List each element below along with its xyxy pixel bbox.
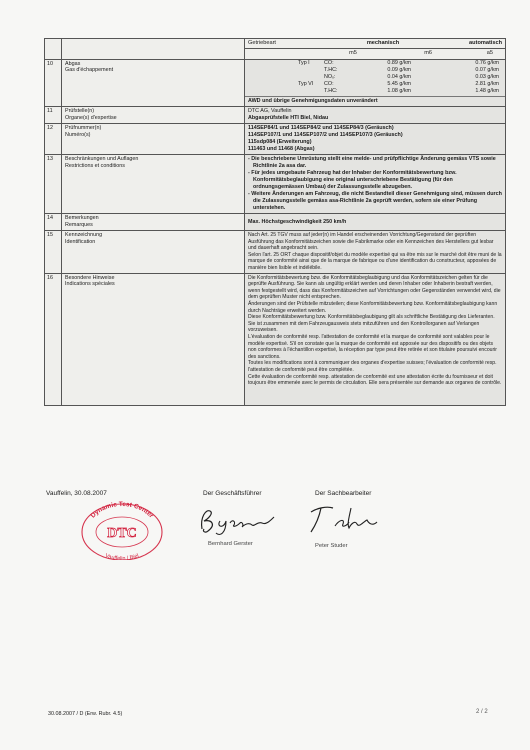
label-de: Abgas xyxy=(65,60,81,67)
label-de: Kennzeichnung xyxy=(65,231,103,238)
table-row-13 xyxy=(45,154,505,213)
row-label xyxy=(62,274,245,405)
row-label xyxy=(62,155,245,213)
header-value-cell xyxy=(245,39,505,59)
place-date: Vauffelin, 30.08.2007 xyxy=(46,490,107,497)
restrictions-value xyxy=(245,155,505,213)
special-notes-value xyxy=(245,274,505,405)
emission-mech-value: 0.09 g/km xyxy=(387,66,411,73)
stamp-logo-letters: DTC xyxy=(107,526,137,541)
title-managing-director: Der Geschäftsführer xyxy=(203,490,262,497)
remarks-value xyxy=(245,214,505,230)
restriction-item: - Weitere Änderungen am Fahrzeug, die nicht Bestandteil dieser Genehmigung sind, müssen durch die Zulassungsstelle gemäss asa-Richtlinie 2a geprüft werden, sofern sie einer Prüfung unterstehen. xyxy=(248,191,502,212)
a5-label: a5 xyxy=(486,50,493,57)
table-row-15 xyxy=(45,230,505,273)
table-row-11 xyxy=(45,106,505,123)
emission-auto-value: 2.81 g/km xyxy=(475,80,499,87)
row-label xyxy=(62,231,245,273)
stamp-text-bottom: Vauffelin / Biel xyxy=(104,552,140,560)
max-speed-text: Max. Höchstgeschwindigkeit 250 km/h xyxy=(248,218,347,225)
approval-table xyxy=(44,38,506,406)
test-number-line: 115sdp084 (Erweiterung) xyxy=(248,139,312,146)
special-note-paragraph: Diese Konformitätsbewertung bzw. Konformitätsbeglaubigung gilt als schriftliche Bestätigung des Lieferanten. Sie ist zusammen mit dem Fahrzeugausweis stets mitzuführen und den Kontrollorganen auf Verlangen vorzuweisen. xyxy=(248,314,495,334)
emission-auto-value: 1.48 g/km xyxy=(475,88,499,95)
row-label xyxy=(62,214,245,230)
test-number-line: 111463 und 11468 (Abgas) xyxy=(248,146,315,153)
mechanisch-label: mechanisch xyxy=(366,40,400,46)
label-fr: Gas d'échappement xyxy=(65,67,114,74)
special-note-paragraph: L'évaluation de conformité resp. l'attestation de conformité et la marque de conformité sont valables pour le modèle expertisé. S'il on constate que la marque de conformité est apposée sur des dispositifs ou des objets non conformes à l'échantillon expertisé, la réception par type peut être retirée et son titulaire poursuivi encourir des sanctions. xyxy=(248,334,498,360)
table-row-12 xyxy=(45,123,505,154)
special-note-paragraph: Cette évaluation de conformité resp. attestation de conformité est une attestation écrite du fournisseur et doit toujours être emmenée avec le permis de circulation. Elle sera présentée sur demande aux organes de contrôle. xyxy=(248,373,502,387)
label-fr: Restrictions et conditions xyxy=(65,163,125,170)
name-gerster: Bernhard Gerster xyxy=(208,541,253,547)
signature-studer xyxy=(305,500,395,540)
row-number: 15 xyxy=(45,231,62,273)
emissions-values xyxy=(245,60,505,107)
test-number-line: 114SEP107/1 und 114SEP107/2 und 114SEP107/3 (Geräusch) xyxy=(248,132,403,139)
m6-label: m6 xyxy=(424,50,432,57)
emission-pollutant: T.HC: xyxy=(324,88,338,95)
table-row-14 xyxy=(45,213,505,230)
testing-body-2: Abgasprüfstelle HTI Biel, Nidau xyxy=(248,115,329,122)
test-numbers-value xyxy=(245,124,505,154)
row-label xyxy=(62,107,245,123)
label-fr: Organe(s) d'expertise xyxy=(65,114,117,121)
special-note-paragraph: Änderungen sind der Prüfstelle mitzuteilen; diese Konformitätsbewertung bzw. Konformitätsbeglaubigung kann durch Nachträge erweitert werden. xyxy=(248,300,498,314)
stamp-text-top: Dynamic Test Center xyxy=(89,500,155,520)
label-fr: Numéro(s) xyxy=(65,131,91,138)
table-row-10 xyxy=(45,59,505,107)
document-reference: 30.08.2007 / D (Erw. Rubr. 4.5) xyxy=(48,711,123,717)
header-label-cell xyxy=(62,39,245,59)
emission-type: Typ I xyxy=(298,59,310,66)
table-header-row xyxy=(45,39,505,59)
header-num-cell xyxy=(45,39,62,59)
dtc-stamp-logo xyxy=(72,500,172,560)
identification-de: Nach Art. 25 TGV muss auf jeder(n) im Handel erscheinenden Vorrichtung/Gegenstand der geprüften Ausführung das Konformitätszeichen sowie die Fabrikmarke oder ein Kennzeichen des Herstellers gut lesbar und dauerhaft angebracht sein. xyxy=(248,231,494,252)
emission-type xyxy=(298,67,324,74)
row-number: 12 xyxy=(45,124,62,154)
table-row-16 xyxy=(45,273,505,405)
emission-pollutant: CO: xyxy=(324,59,334,66)
automatisch-label: automatisch xyxy=(469,40,502,46)
label-fr: Identification xyxy=(65,238,96,245)
emission-type xyxy=(298,74,324,81)
emission-auto-value: 0.07 g/km xyxy=(475,66,499,73)
label-fr: Indications spéciales xyxy=(65,281,115,288)
row-number: 13 xyxy=(45,155,62,213)
label-de: Prüfstelle(n) xyxy=(65,108,95,115)
gear-codes-line xyxy=(245,49,505,58)
row-label xyxy=(62,124,245,154)
awd-note: AWD und übrige Genehmigungsdaten unverändert xyxy=(248,98,378,105)
label-de: Prüfnummer(n) xyxy=(65,125,102,132)
emission-type: Typ VI xyxy=(298,80,314,87)
test-number-line: 114SEP84/1 und 114SEP84/2 und 114SEP84/3 (Geräusch) xyxy=(248,125,394,132)
emission-mech-value: 0.04 g/km xyxy=(387,73,411,80)
emission-auto-value: 0.03 g/km xyxy=(475,73,499,80)
emission-pollutant: NOₓ: xyxy=(324,73,336,80)
testing-body-1: DTC AG, Vauffelin xyxy=(248,108,292,115)
emission-auto-value: 0.76 g/km xyxy=(475,59,499,66)
signature-gerster xyxy=(196,503,286,539)
label-de: Besondere Hinweise xyxy=(65,274,115,281)
name-studer: Peter Studer xyxy=(315,543,348,549)
label-de: Bemerkungen xyxy=(65,215,99,222)
testing-bodies-value xyxy=(245,107,505,123)
getriebeart-line xyxy=(245,39,505,49)
label-de: Beschränkungen und Auflagen xyxy=(65,156,139,163)
emission-pollutant: T.HC: xyxy=(324,66,338,73)
row-number: 16 xyxy=(45,274,62,405)
restriction-item: - Für jedes umgebaute Fahrzeug hat der Inhaber der Konformitätsbewertung bzw. Konformitätsbeglaubigung eine original unterschriebene Bestätigung (für den ordnungsgemässen Umbau) der Zulassungsstelle abzugeben. xyxy=(248,170,457,191)
emission-mech-value: 1.08 g/km xyxy=(387,88,411,95)
special-note-paragraph: Die Konformitätsbewertung bzw. die Konformitätsbeglaubigung und das Konformitätszeichen gelten für die geprüfte Ausführung. Sie kann als ungültig erklärt werden und deren Inhaber oder Inhaberin bestraft werden, wenn festgestellt wird, dass das Konformitätszeichen auf Vorrichtungen oder Gegenständen verwendet wird, die dem geprüften Muster nicht entsprechen. xyxy=(248,274,501,301)
m5-label: m5 xyxy=(349,50,357,57)
row-number: 11 xyxy=(45,107,62,123)
row-number: 10 xyxy=(45,60,62,107)
emission-pollutant: CO: xyxy=(324,80,334,87)
page-number: 2 / 2 xyxy=(476,709,488,715)
row-number: 14 xyxy=(45,214,62,230)
emission-mech-value: 0.89 g/km xyxy=(387,59,411,66)
label-fr: Remarques xyxy=(65,222,93,229)
title-clerk: Der Sachbearbeiter xyxy=(315,490,372,497)
emissions-grid xyxy=(248,60,502,96)
identification-value xyxy=(245,231,505,273)
svg-text:Vauffelin / Biel xyxy=(104,553,140,560)
emission-mech-value: 5.45 g/km xyxy=(387,80,411,87)
row-label xyxy=(62,60,245,107)
restriction-item: - Die beschriebene Umrüstung stellt eine melde- und prüfpflichtige Änderung gemäss VTS sowie Richtlinie 2a asa dar. xyxy=(248,156,496,170)
getriebeart-label: Getriebeart xyxy=(248,40,276,46)
emission-type xyxy=(298,88,324,95)
identification-fr: Selon l'art. 25 ORT chaque dispositif/objet du modèle expertisé qui va être mis sur le marché doit être muni de la marque de conformité ainsi que de la marque de fabrique ou d'une identification du constructeur, apposées de manière bien lisible et indélébile. xyxy=(248,251,502,271)
special-note-paragraph: Toutes les modifications sont à communiquer des organes d'expertise suisses; l'évaluation de conformité resp. l'attestation de conformité peut être complétée. xyxy=(248,360,497,374)
